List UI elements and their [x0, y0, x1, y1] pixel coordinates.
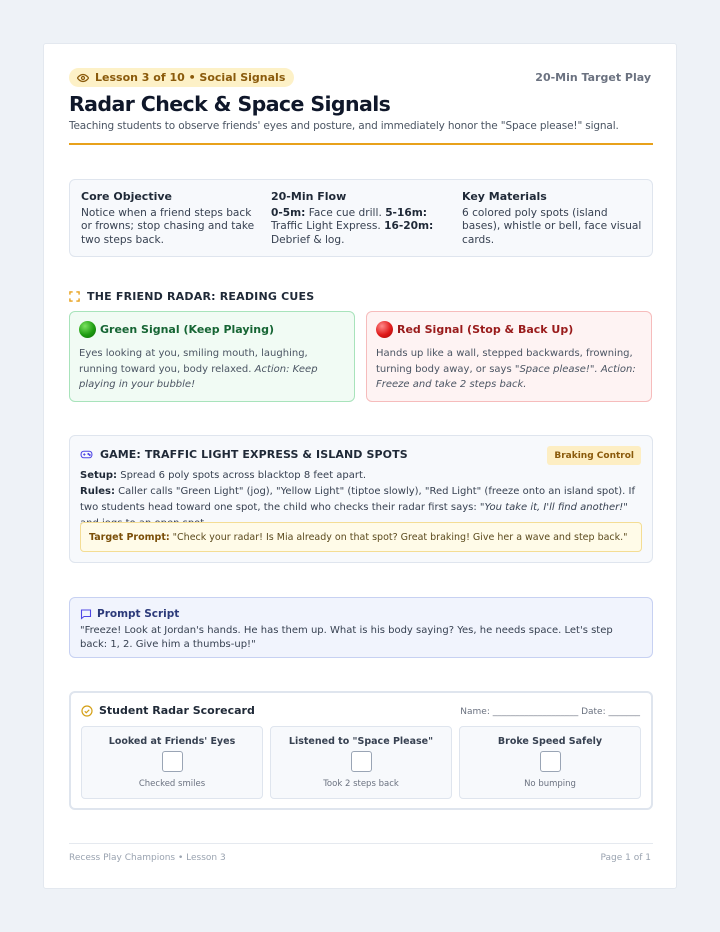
red-signal-title-label: Red Signal (Stop & Back Up) [397, 323, 574, 336]
page-title: Radar Check & Space Signals [69, 92, 391, 116]
core-objective-heading: Core Objective [81, 190, 172, 203]
red-signal-card [366, 311, 652, 402]
green-circle-icon [79, 321, 96, 338]
red-signal-body: Hands up like a wall, stepped backwards, frowning, turning body away, or says "Space please!". Action: Freeze and take 2 steps back. [376, 348, 636, 390]
scan-icon [69, 291, 80, 302]
red-signal-title [376, 321, 642, 338]
overview-panel [69, 179, 653, 257]
scorecard-heading [81, 704, 255, 717]
key-materials-heading: Key Materials [462, 190, 547, 203]
header-divider [69, 143, 653, 145]
score-item-note: Checked smiles [138, 779, 206, 789]
target-prompt-label: Target Prompt: [89, 531, 170, 543]
lesson-badge [69, 68, 294, 87]
friend-radar-heading [69, 290, 314, 303]
green-signal-title-label: Green Signal (Keep Playing) [100, 323, 275, 336]
footer-page-number: Page 1 of 1 [600, 853, 651, 863]
score-checkbox[interactable] [540, 751, 561, 772]
game-setup: Setup: Spread 6 poly spots across blacktop 8 feet apart. [80, 470, 367, 481]
game-panel [69, 435, 653, 563]
red-circle-icon [376, 321, 393, 338]
score-checkbox[interactable] [351, 751, 372, 772]
game-title [80, 448, 408, 461]
page-subtitle: Teaching students to observe friends' eyes and posture, and immediately honor the "Space please!" signal. [69, 120, 619, 132]
check-circle-icon [81, 705, 93, 717]
eye-icon [77, 72, 89, 84]
score-item-note: No bumping [524, 779, 576, 789]
name-date-line: Name: ___________________ Date: _______ [460, 707, 640, 717]
target-play-label: 20-Min Target Play [535, 71, 651, 84]
scorecard-heading-label: Student Radar Scorecard [99, 704, 255, 717]
key-materials [462, 190, 647, 247]
braking-control-tag: Braking Control [547, 446, 641, 465]
green-signal-card [69, 311, 355, 402]
score-item [81, 726, 263, 799]
flow-heading: 20-Min Flow [271, 190, 347, 203]
score-item-label: Looked at Friends' Eyes [108, 736, 236, 747]
score-item [270, 726, 452, 799]
scorecard-panel [69, 691, 653, 810]
core-objective [81, 190, 261, 247]
green-signal-body: Eyes looking at you, smiling mouth, laughing, running toward you, body relaxed. Action: Keep playing in your bubble! [79, 348, 318, 390]
game-title-label: GAME: TRAFFIC LIGHT EXPRESS & ISLAND SPOTS [100, 448, 408, 461]
score-item-note: Took 2 steps back [323, 779, 399, 789]
prompt-script-text: "Freeze! Look at Jordan's hands. He has them up. What is his body saying? Yes, he needs space. Let's step back: 1, 2. Give him a thumbs-up!" [80, 625, 613, 650]
flow-text: 0-5m: Face cue drill. 5-16m: Traffic Light Express. 16-20m: Debrief & log. [271, 206, 434, 246]
prompt-script-panel [69, 597, 653, 658]
message-icon [80, 608, 92, 620]
friend-radar-heading-label: THE FRIEND RADAR: READING CUES [87, 290, 315, 303]
game-rules: Rules: Caller calls "Green Light" (jog), "Yellow Light" (tiptoe slowly), "Red Light" (freeze onto an island spot). If two students head toward one spot, the child who checks their radar first says: "You take it, I'll find another!" [80, 486, 636, 513]
prompt-script-heading-label: Prompt Script [97, 608, 180, 620]
prompt-script-heading [80, 608, 179, 620]
score-item-label: Listened to "Space Please" [288, 736, 434, 747]
key-materials-text: 6 colored poly spots (island bases), whistle or bell, face visual cards. [462, 206, 642, 246]
target-prompt [80, 522, 642, 552]
target-prompt-text: "Check your radar! Is Mia already on that spot? Great braking! Give her a wave and step back." [172, 531, 628, 543]
lesson-page [43, 43, 677, 889]
gamepad-icon [80, 448, 93, 461]
footer-left: Recess Play Champions • Lesson 3 [69, 853, 226, 863]
core-objective-text: Notice when a friend steps back or frowns; stop chasing and take two steps back. [81, 206, 255, 246]
score-item-label: Broke Speed Safely [497, 736, 603, 747]
badge-label: Lesson 3 of 10 • Social Signals [95, 71, 286, 84]
score-checkbox[interactable] [162, 751, 183, 772]
flow [271, 190, 451, 247]
footer-divider [69, 843, 653, 844]
score-item [459, 726, 641, 799]
green-signal-title [79, 321, 345, 338]
